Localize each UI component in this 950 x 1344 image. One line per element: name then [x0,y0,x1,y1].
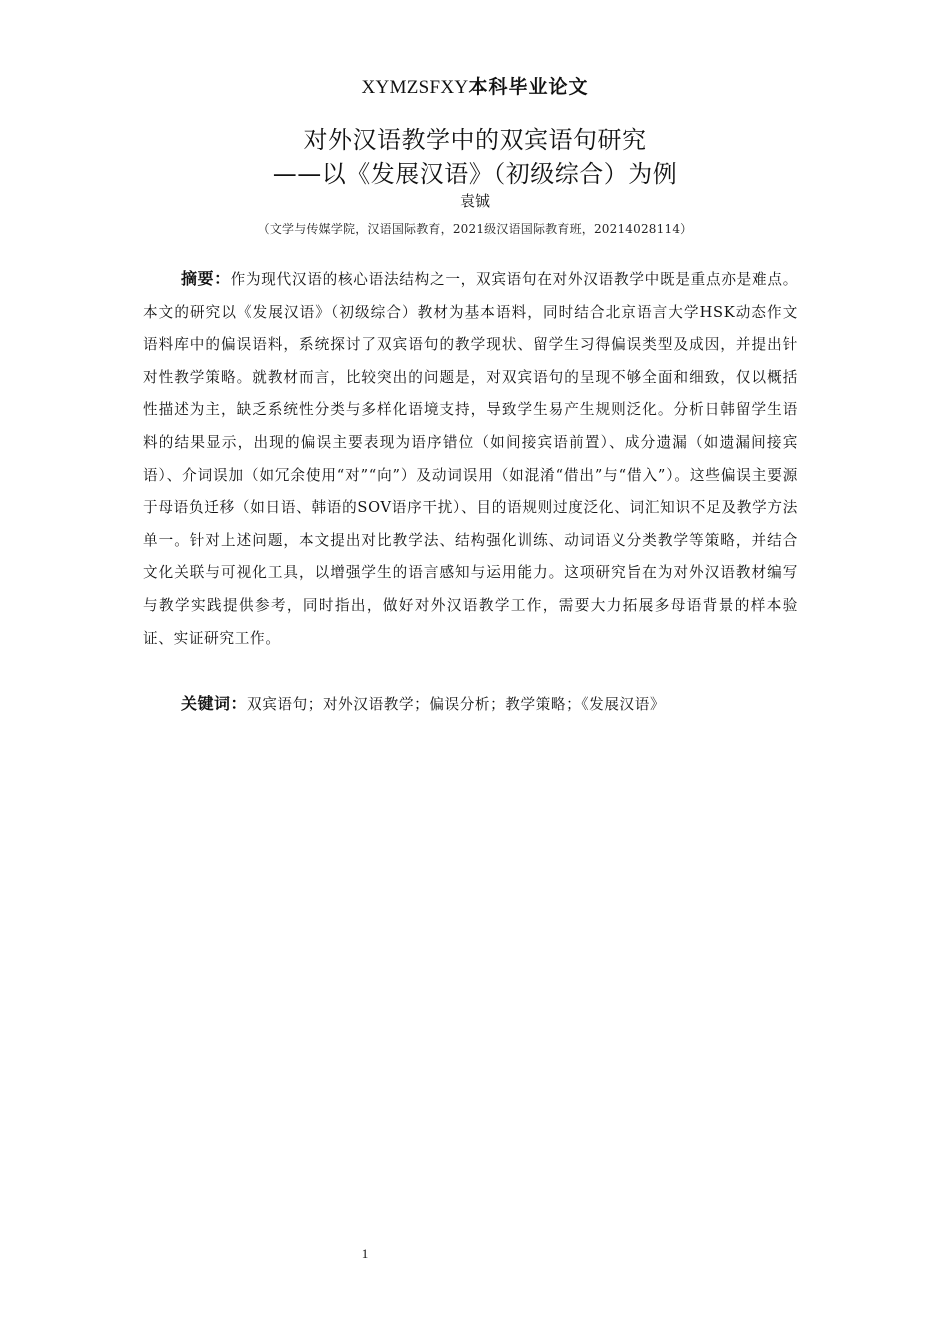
header-code: XYMZSFXY [361,77,469,98]
author-name: 袁铖 [459,192,490,210]
paper-title: 对外汉语教学中的双宾语句研究 [303,126,647,154]
page-number: 1 [361,1246,369,1261]
keywords-line [181,690,801,719]
keywords-label: 关键词： [181,694,248,713]
author-affiliation: （文学与传媒学院，汉语国际教育，2021级汉语国际教育班，20214028114） [257,222,693,236]
paper-subtitle: ——以《发展汉语》（初级综合）为例 [272,160,678,188]
abstract-label: 摘要： [181,269,231,288]
abstract-paragraph [143,263,798,655]
abstract-text: 作为现代汉语的核心语法结构之一，双宾语句在对外汉语教学中既是重点亦是难点。本文的研究以《发展汉语》（初级综合）教材为基本语料，同时结合北京语言大学HSK动态作文语料库中的偏误语料，系统探讨了双宾语句的教学现状、留学生习得偏误类型及成因，并提出针对性教学策略。就教材而言，比较突出的问题是，对双宾语句的呈现不够全面和细致，仅以概括性描述为主，缺乏系统性分类与多样化语境支持，导致学生易产生规则泛化。分析日韩留学生语料的结果显示，出现的偏误主要表现为语序错位（如间接宾语前置）、成分遗漏（如遗漏间接宾语）、介词误加（如冗余使用“对”“向”）及动词误用（如混淆“借出”与“借入”）。这些偏误主要源于母语负迁移（如日语、韩语的SOV语序干扰）、目的语规则过度泛化、词汇知识不足及教学方法单一。针对上述问题，本文提出对比教学法、结构强化训练、动词语义分类教学等策略，并结合文化关联与可视化工具，以增强学生的语言感知与运用能力。这项研究旨在为对外汉语教材编写与教学实践提供参考，同时指出，做好对外汉语教学工作，需要大力拓展多母语背景的样本验证、实证研究工作。 [143,271,798,647]
header-label: 本科毕业论文 [468,76,589,98]
keywords-text: 双宾语句；对外汉语教学；偏误分析；教学策略；《发展汉语》 [247,696,666,713]
document-header [0,72,950,99]
